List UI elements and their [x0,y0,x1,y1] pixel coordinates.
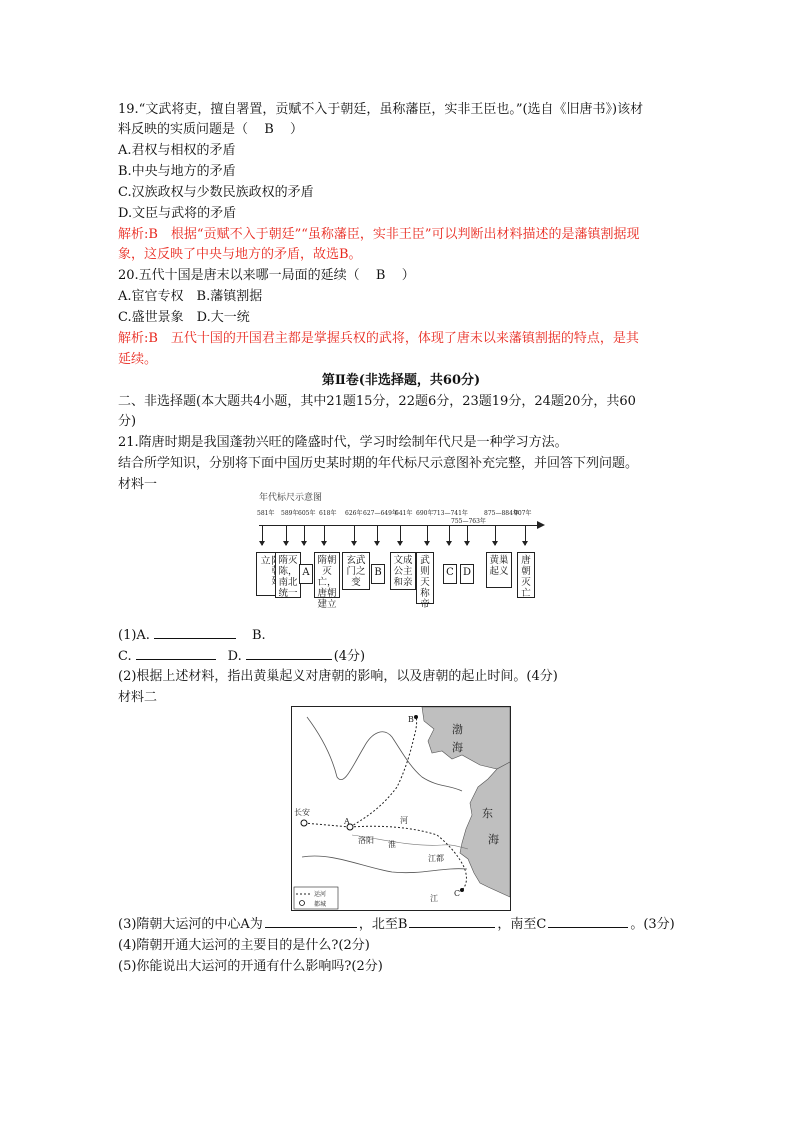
timeline-tick [286,525,287,545]
timeline-tick [427,525,428,545]
timeline-box: 武则天称帝 [416,552,434,604]
bohai-sea-shape [422,707,510,769]
sub1-a-label: (1)A. [118,628,150,643]
grand-canal-map [291,706,511,911]
q20-stem-prefix: 20.五代十国是唐末以来哪一局面的延续（ [118,268,360,283]
legend-city-label: 都城 [314,901,327,908]
map-label-donghai-1: 东 [482,807,493,820]
timeline-tick [525,525,526,545]
timeline-box-b: B [371,564,385,584]
legend-canal-label: 运河 [314,891,327,898]
timeline-box: 唐朝灭亡 [517,552,535,598]
q20-options-row1: A.宦官专权 B.藩镇割据 [118,289,263,304]
q19-stem-prefix: 料反映的实质问题是（ [118,122,249,137]
sub1-score: (4分) [333,649,366,664]
q19-analysis-line1: 解析:B 根据“贡赋不入于朝廷”“虽称藩臣，实非王臣”可以判断出材料描述的是藩镇割据现 [118,227,640,242]
q19-stem-line1: 19.“文武将吏，擅自署置，贡赋不入于朝廷，虽称藩臣，实非王臣也。”(选自《旧唐书》)该材 [118,102,644,117]
map-label-he: 河 [400,816,408,825]
q21-sub1-line1 [118,626,266,645]
b-city-marker [414,715,418,719]
year-label: 618年 [319,510,337,517]
section2-heading-line2: 分) [118,414,137,429]
section2-heading-line1: 二、非选择题(本大题共4小题，其中21题15分，22题6分，23题19分，24题20分，共60 [118,394,636,409]
year-label: 605年 [298,510,316,517]
map-drawing [292,707,510,910]
q21-stem-line1: 21.隋唐时期是我国蓬勃兴旺的隆盛时代，学习时绘制年代尺是一种学习方法。 [118,435,568,450]
answer-blank-north[interactable] [409,915,495,928]
map-label-jiang: 江 [430,894,438,903]
year-label: 581年 [257,510,275,517]
q20-analysis-line1: 解析:B 五代十国的开国君主都是掌握兵权的武将，体现了唐末以来藩镇割据的特点，是其 [118,331,639,346]
timeline-tick [377,525,378,545]
q21-stem-line2: 结合所学知识，分别将下面中国历史某时期的年代标尺示意图补充完整，并回答下列问题。 [118,456,639,471]
timeline-tick [324,525,325,545]
q21-material1-label: 材料一 [118,477,158,492]
q21-sub4: (4)隋朝开通大运河的主要目的是什么?(2分) [118,938,370,953]
timeline-box-c: C [443,564,457,584]
east-sea-shape [460,762,510,897]
q21-sub3 [118,915,675,934]
timeline-box-a: A [299,564,313,584]
timeline-tick [400,525,401,545]
answer-blank-a[interactable] [154,626,236,639]
year-label: 627—649年 [363,510,398,517]
q19-answer: B [264,122,274,137]
map-label-bohai-2: 海 [452,741,463,754]
timeline-tick [262,525,263,545]
year-label: 589年 [281,510,299,517]
year-label: 626年 [345,510,363,517]
q20-options-row2: C.盛世景象 D.大一统 [118,310,250,325]
timeline-box: 文成公主和亲 [390,552,416,590]
timeline-box: 隋朝灭亡，唐朝建立 [314,552,340,598]
q21-sub1-line2 [118,647,365,666]
timeline-box: 玄武门之变 [342,552,370,590]
q21-sub2: (2)根据上述材料，指出黄巢起义对唐朝的影响，以及唐朝的起止时间。(4分) [118,669,558,684]
changan-city-marker [301,820,307,826]
q19-stem-line2 [118,121,303,139]
timeline-tick [495,525,496,545]
timeline-tick [467,525,468,545]
sub3-suffix: 。(3分) [630,917,675,932]
answer-blank-center[interactable] [265,915,357,928]
canal-north-line [350,717,417,827]
q19-option-d: D.文臣与武将的矛盾 [118,206,237,221]
q21-material2-label: 材料二 [118,690,158,705]
answer-blank-south[interactable] [548,915,628,928]
timeline-title: 年代标尺示意图 [259,493,323,503]
map-label-bohai-1: 渤 [452,723,463,736]
timeline-tick [449,525,450,545]
q20-stem-suffix: ） [401,268,415,283]
year-label: 713—741年 [433,510,468,517]
sub1-b-label: B. [251,628,266,643]
q19-option-a: A.君权与相权的矛盾 [118,143,236,158]
timeline-box-d: D [460,564,474,584]
timeline-tick [354,525,355,545]
sub1-c-label: C. [118,649,132,664]
map-label-huai: 淮 [388,840,396,849]
sub1-d-label: D. [227,649,242,664]
q20-answer: B [375,268,386,283]
q21-sub5: (5)你能说出大运河的开通有什么影响吗?(2分) [118,959,383,974]
c-city-marker [460,888,464,892]
map-label-changan: 长安 [294,808,310,817]
answer-blank-d[interactable] [246,647,332,660]
q19-option-b: B.中央与地方的矛盾 [118,164,236,179]
year-label: 641年 [395,510,413,517]
q20-analysis-line2: 延续。 [118,352,158,367]
q19-analysis-line2: 象，这反映了中央与地方的矛盾，故选B。 [118,247,362,262]
timeline-box: 隋灭陈，南北统一 [275,552,301,598]
year-label: 875—884年 [484,510,519,517]
sub3-mid1: ，北至B [358,917,408,932]
timeline-tick [304,525,305,545]
map-label-donghai-2: 海 [488,833,499,846]
sub3-mid2: ，南至C [497,917,547,932]
legend-city-symbol [300,901,305,906]
timeline-box: 立 [256,552,282,596]
map-label-a: A [344,817,350,826]
timeline-figure [255,490,545,610]
answer-blank-c[interactable] [136,647,216,660]
map-label-c: C [454,889,461,898]
q19-stem-suffix: ） [290,122,304,137]
sub3-prefix: (3)隋朝大运河的中心A为 [118,917,263,932]
timeline-arrow-icon [537,521,545,529]
map-label-b: B [408,715,414,724]
q20-stem [118,267,415,285]
timeline-box: 黄巢起义 [486,552,512,588]
q19-option-c: C.汉族政权与少数民族政权的矛盾 [118,185,314,200]
year-label: 755—763年 [451,518,486,525]
year-label: 690年 [416,510,434,517]
section2-title: 第Ⅱ卷(非选择题，共60分) [321,373,481,388]
year-label: 907年 [514,510,532,517]
map-label-luoyang: 洛阳 [358,836,374,845]
map-label-jiangdu: 江都 [428,854,444,863]
